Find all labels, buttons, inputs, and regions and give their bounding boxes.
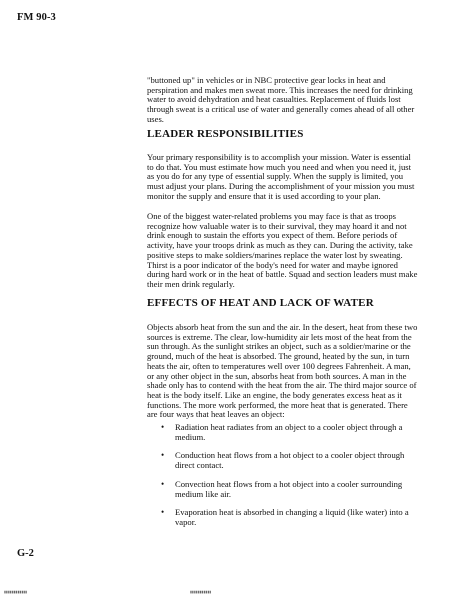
list-item (147, 451, 419, 470)
paragraph-primary-responsibility (147, 153, 419, 202)
section-heading-leader (147, 130, 419, 140)
list-item (147, 423, 419, 442)
bullet-icon: • (161, 478, 165, 489)
paragraph-text: Objects absorb heat from the sun and the air. In the desert, heat from these two sources is extreme. The clear, low-humidity air lets most of the heat from the sun through. As the sunlight strikes an object, such as a soldier/marine or the ground, much of the heat is absorbed. The ground, heated by the sun, in turn heats the air, often to temperatures well over 100 degrees Fahrenheit. A man, or any other object in the sun, absorbs heat from both sources. A man in the shade only has to contend with the heat from the air. The third major source of heat is the body itself. Like an engine, the body generates excess heat as it functions. The more work performed, the more heat that is generated. There are four ways that heat leaves an object: (147, 322, 418, 420)
print-mark-left: ▮▮▮▮▮▮▮▮▮▮▮▮ (4, 590, 28, 594)
paragraph-text: "buttoned up" in vehicles or in NBC protective gear locks in heat and perspiration and makes men sweat more. This increases the need for drinking water to avoid dehydration and heat casualties. Replacement of fluids lost through sweat is a critical use of water and generally comes ahead of all other uses. (147, 75, 415, 124)
bullet-icon: • (161, 422, 165, 432)
section-heading-heat (147, 299, 419, 309)
paragraph-text: One of the biggest water-related problems you may face is that as troops recognize how valuable water is to their survival, they may hoard it and not drink enough to sustain the efforts you expect of them. Before periods of activity, have your troops drink as much as they can. During the activity, take positive steps to make soldiers/marines replace the water lost by sweating. Thirst is a poor indicator of the body's need for water and maybe ignored during hard work or in the heat of battle. Squad and section leaders must make their men drink regularly. (147, 211, 418, 289)
print-mark-center: ▮▮▮▮▮▮▮▮▮▮▮ (190, 590, 212, 594)
bullet-icon: • (161, 450, 165, 461)
list-item-text: Radiation heat radiates from an object to a cooler object through a medium. (175, 422, 403, 442)
list-item (147, 508, 419, 527)
heading-leader-responsibilities: LEADER RESPONSIBILITIES (147, 128, 304, 140)
bullet-icon: • (161, 507, 165, 518)
bullet-list-heat-transfer (147, 423, 419, 537)
paragraph-heat-sources (147, 323, 419, 420)
heading-effects-of-heat: EFFECTS OF HEAT AND LACK OF WATER (147, 297, 374, 309)
list-item (147, 480, 419, 499)
paragraph-sweat-intro (147, 76, 419, 125)
paragraph-text: Your primary responsibility is to accomplish your mission. Water is essential to do that. You must estimate how much you need and when you need it, just as you do for any type of essential supply. When the supply is limited, you must adjust your plans. During the accomplishment of your mission you must monitor the supply and ensure that it is used according to your plan. (147, 152, 415, 201)
page-number: G-2 (17, 548, 34, 559)
document-id-header: FM 90-3 (17, 12, 56, 23)
list-item-text: Evaporation heat is absorbed in changing a liquid (like water) into a vapor. (175, 507, 409, 527)
paragraph-hoarding (147, 212, 419, 290)
list-item-text: Convection heat flows from a hot object into a cooler surrounding medium like air. (175, 478, 403, 499)
list-item-text: Conduction heat flows from a hot object to a cooler object through direct contact. (175, 450, 405, 471)
